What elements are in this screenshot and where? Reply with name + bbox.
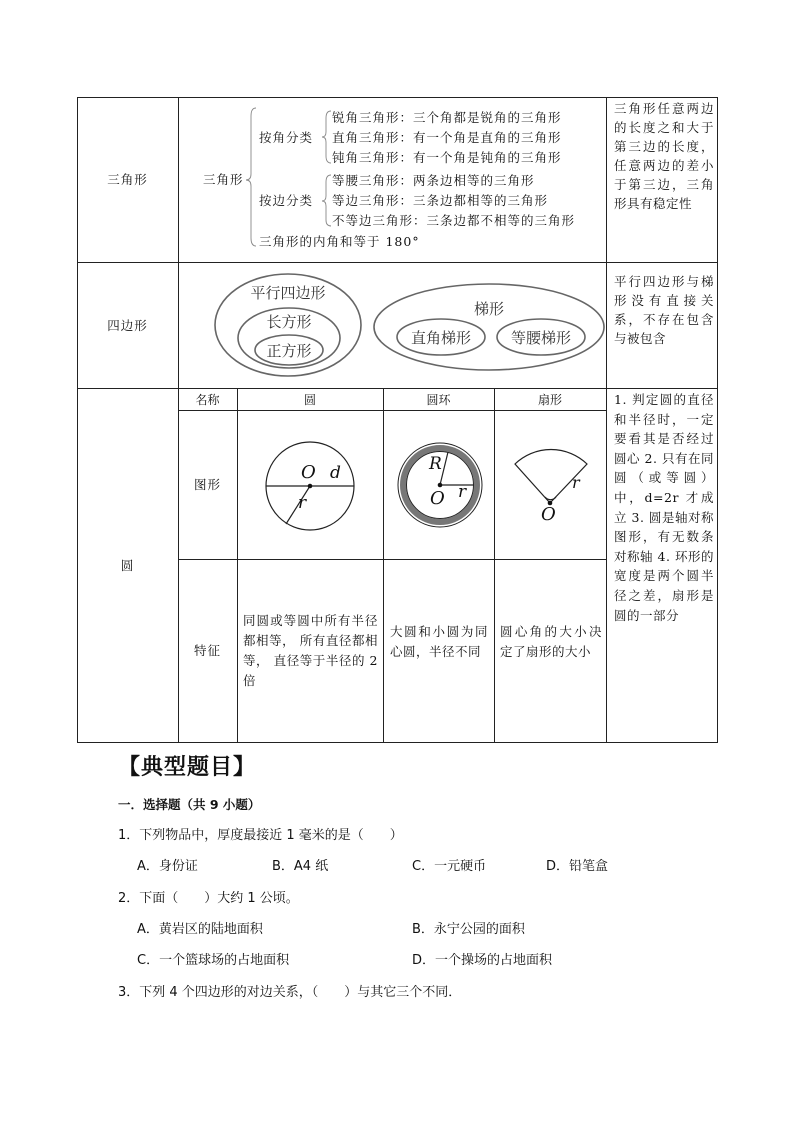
col-head-circle: 圆 (303, 393, 316, 407)
rectangle-label: 长方形 (266, 313, 312, 331)
by-side-label: 按边分类 (259, 193, 314, 208)
row-label-circle: 圆 (120, 558, 135, 573)
scalene-triangle: 不等边三角形：三条边都不相等的三角形 (332, 213, 576, 228)
q1-option-d[interactable]: D．铅笔盒 (546, 859, 609, 874)
ring-center-label: O (430, 488, 445, 509)
question-2-stem: 2．下面（ ）大约 1 公顷。 (118, 891, 299, 906)
triangle-root-label: 三角形 (203, 172, 244, 187)
q1-option-a[interactable]: A．身份证 (137, 859, 198, 874)
sector-radius-label: r (572, 473, 580, 492)
col-head-sector: 扇形 (537, 393, 562, 407)
triangle-note: 三角形任意两边的长度之和大于第三边的长度，任意两边的差小于第三边，三角形具有稳定性 (614, 101, 714, 211)
section-title: 【典型题目】 (118, 755, 257, 780)
col-head-name: 名称 (195, 393, 220, 407)
q1-option-b[interactable]: B．A4 纸 (272, 859, 329, 874)
circle-center-label: O (301, 462, 316, 483)
feature-circle: 同圆或等圆中所有半径都相等， 所有直径都相等， 直径等于半径的 2 倍 (243, 613, 378, 688)
ring-outer-radius-label: R (429, 454, 442, 474)
feature-ring: 大圆和小圆为同心圆，半径不同 (390, 624, 488, 659)
row-label-quad: 四边形 (107, 318, 148, 333)
circle-diameter-label: d (330, 463, 341, 483)
row-head-feature: 特征 (193, 643, 221, 658)
right-triangle: 直角三角形：有一个角是直角的三角形 (332, 130, 562, 145)
q2-option-a[interactable]: A．黄岩区的陆地面积 (137, 922, 263, 937)
sector-center-label: O (541, 504, 556, 525)
q1-option-c[interactable]: C．一元硬币 (412, 859, 487, 874)
q2-option-c[interactable]: C．一个篮球场的占地面积 (137, 953, 290, 968)
isosceles-triangle: 等腰三角形：两条边相等的三角形 (332, 173, 535, 188)
circle-note: 1. 判定圆的直径和半径时，一定要看其是否经过圆心 2. 只有在同圆（或等圆）中，d=2r 才成立 3. 圆是轴对称图形，有无数条对称轴 4. 环形的宽度是两个圆半径之差，扇形是圆的一部分 (614, 392, 714, 623)
isosceles-trapezoid-label: 等腰梯形 (510, 329, 571, 347)
equilateral-triangle: 等边三角形：三条边都相等的三角形 (332, 193, 549, 208)
part-title: 一．选择题（共 9 小题） (118, 797, 261, 812)
square-label: 正方形 (266, 342, 312, 360)
parallelogram-label: 平行四边形 (250, 284, 326, 302)
ring-inner-radius-label: r (458, 482, 467, 502)
circle-radius-label: r (298, 493, 307, 513)
angle-sum: 三角形的内角和等于 180° (259, 234, 420, 249)
feature-sector: 圆心角的大小决定了扇形的大小 (500, 624, 602, 659)
obtuse-triangle: 钝角三角形：有一个角是钝角的三角形 (332, 150, 562, 165)
q2-option-d[interactable]: D．一个操场的占地面积 (412, 953, 553, 968)
question-1-stem: 1．下列物品中，厚度最接近 1 毫米的是（ ） (118, 828, 403, 843)
acute-triangle: 锐角三角形：三个角都是锐角的三角形 (332, 110, 562, 125)
quad-note: 平行四边形与梯形没有直接关系，不存在包含与被包含 (614, 274, 714, 346)
q2-option-b[interactable]: B．永宁公园的面积 (412, 922, 525, 937)
row-label-triangle: 三角形 (107, 172, 148, 187)
question-3-stem: 3．下列 4 个四边形的对边关系，（ ）与其它三个不同． (118, 985, 462, 1000)
trapezoid-label: 梯形 (473, 300, 504, 318)
col-head-ring: 圆环 (426, 393, 451, 407)
by-angle-label: 按角分类 (259, 130, 314, 145)
row-head-figure: 图形 (193, 477, 221, 492)
right-trapezoid-label: 直角梯形 (410, 329, 471, 347)
